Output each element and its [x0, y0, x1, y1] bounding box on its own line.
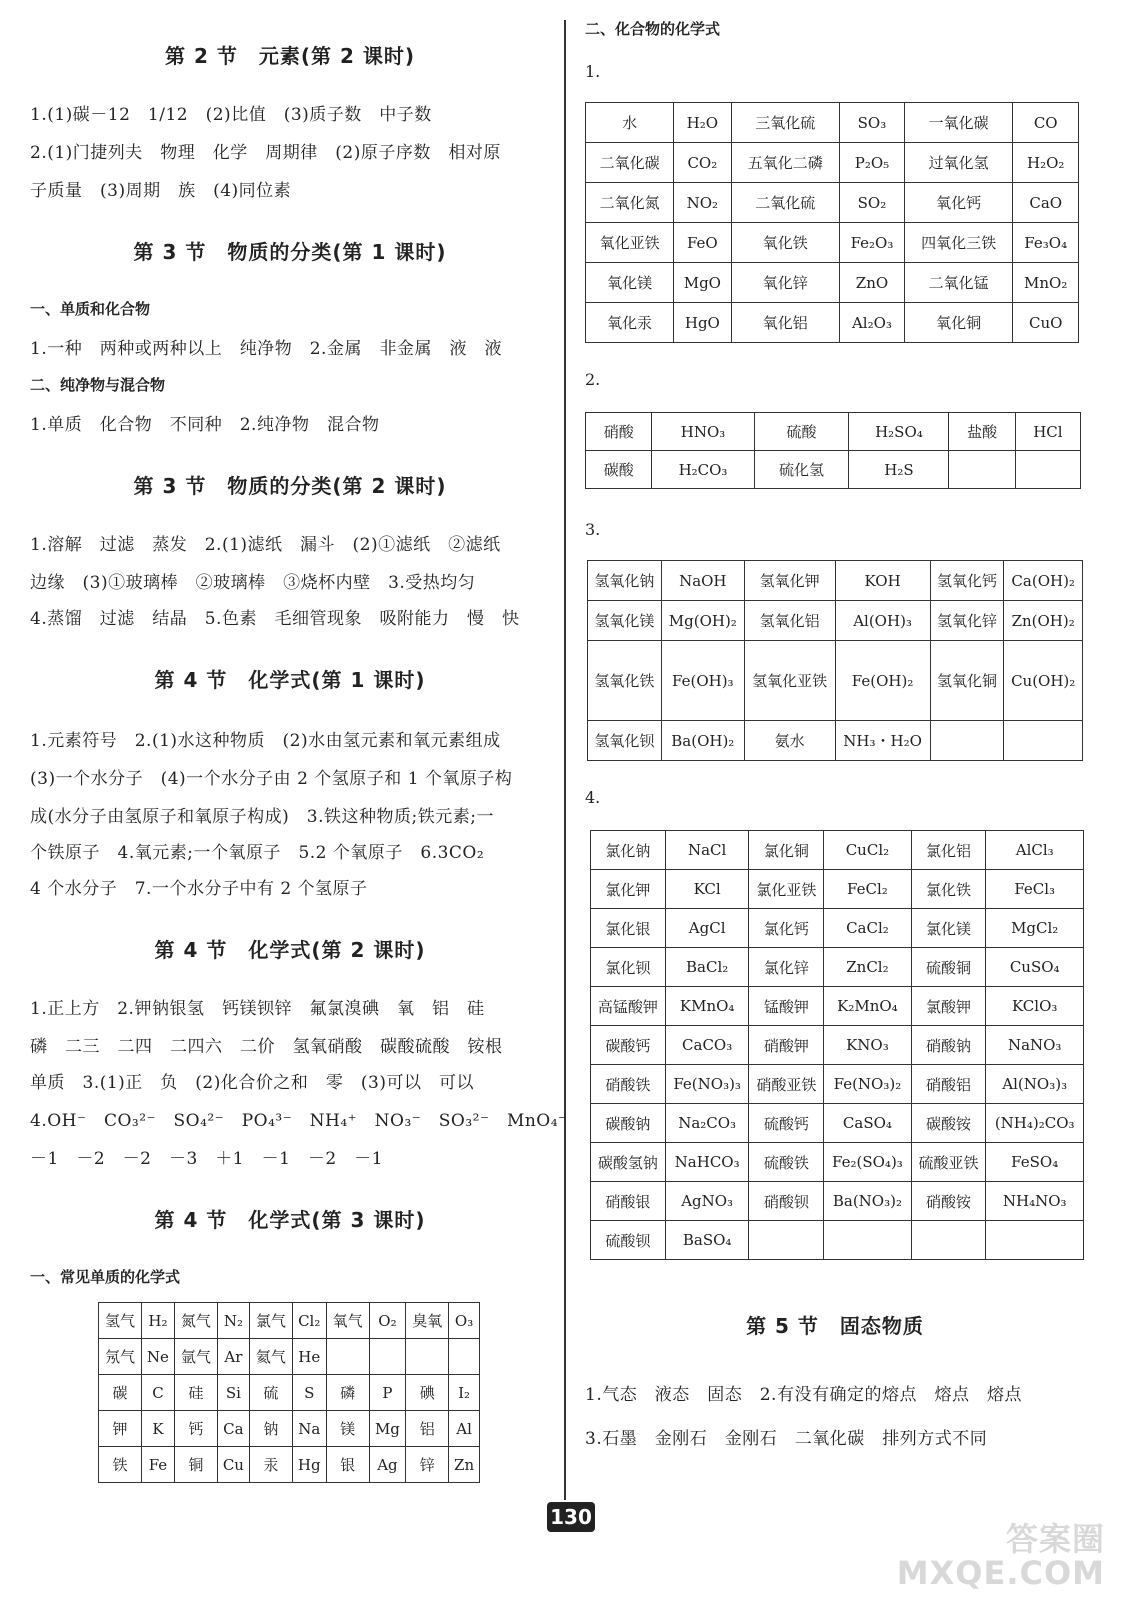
answer-line: 单质 3.(1)正 负 (2)化合价之和 零 (3)可以 可以 — [30, 1073, 474, 1093]
formula-cell: AlCl₃ — [986, 831, 1084, 870]
name-cell: 氧气 — [326, 1303, 369, 1339]
name-cell: 硝酸银 — [591, 1182, 666, 1221]
name-cell: 氢氧化铁 — [588, 641, 662, 721]
name-cell: 氢氧化锌 — [930, 601, 1004, 641]
table-row — [586, 143, 1079, 183]
name-cell: 碳酸铵 — [911, 1104, 986, 1143]
name-cell: 氖气 — [99, 1339, 142, 1375]
formula-cell: CaCl₂ — [824, 909, 911, 948]
name-cell: 硫酸 — [754, 413, 849, 451]
name-cell: 过氧化氢 — [904, 143, 1013, 183]
name-cell: 三氧化硫 — [731, 103, 840, 143]
answer-line: 4.蒸馏 过滤 结晶 5.色素 毛细管现象 吸附能力 慢 快 — [30, 609, 520, 629]
formula-cell: CuCl₂ — [824, 831, 911, 870]
name-cell: 镁 — [326, 1411, 369, 1447]
table-row — [99, 1375, 480, 1411]
name-cell: 氢氧化钡 — [588, 721, 662, 761]
name-cell: 钙 — [174, 1411, 217, 1447]
subsection-title: 二、化合物的化学式 — [585, 20, 721, 38]
formula-cell: SO₃ — [840, 103, 905, 143]
formula-cell: I₂ — [449, 1375, 480, 1411]
formula-cell: O₂ — [369, 1303, 406, 1339]
name-cell: 硝酸 — [586, 413, 652, 451]
name-cell: 氢氧化钠 — [588, 561, 662, 601]
name-cell: 氮气 — [174, 1303, 217, 1339]
name-cell: 氢氧化钙 — [930, 561, 1004, 601]
name-cell: 氨水 — [744, 721, 835, 761]
name-cell — [911, 1221, 986, 1260]
formula-cell — [824, 1221, 911, 1260]
formula-cell — [369, 1339, 406, 1375]
formula-cell: Fe₂(SO₄)₃ — [824, 1143, 911, 1182]
table-row — [586, 451, 1081, 489]
formula-cell: HNO₃ — [652, 413, 754, 451]
name-cell: 氦气 — [249, 1339, 292, 1375]
name-cell: 硫酸钙 — [749, 1104, 824, 1143]
formula-cell: H₂S — [849, 451, 949, 489]
formula-cell: Al₂O₃ — [840, 303, 905, 343]
name-cell: 氯化钡 — [591, 948, 666, 987]
name-cell: 锰酸钾 — [749, 987, 824, 1026]
formula-cell: Ba(NO₃)₂ — [824, 1182, 911, 1221]
formula-cell: NO₂ — [674, 183, 731, 223]
name-cell: 氧化钙 — [904, 183, 1013, 223]
table-row — [591, 948, 1084, 987]
formula-cell: Cu(OH)₂ — [1004, 641, 1083, 721]
table-row — [588, 561, 1083, 601]
answer-line: 成(水分子由氢原子和氧原子构成) 3.铁这种物质;铁元素;一 — [30, 807, 494, 827]
acids-table — [585, 412, 1081, 489]
answer-line: 1.溶解 过滤 蒸发 2.(1)滤纸 漏斗 (2)①滤纸 ②滤纸 — [30, 535, 501, 555]
formula-cell: Al — [449, 1411, 480, 1447]
name-cell: 硅 — [174, 1375, 217, 1411]
formula-cell: BaCl₂ — [665, 948, 749, 987]
formula-cell: P₂O₅ — [840, 143, 905, 183]
formula-cell: HCl — [1015, 413, 1080, 451]
formula-cell: Cu — [217, 1447, 249, 1483]
name-cell: 氧化锌 — [731, 263, 840, 303]
formula-cell: ZnCl₂ — [824, 948, 911, 987]
name-cell — [749, 1221, 824, 1260]
table-row — [591, 1221, 1084, 1260]
name-cell: 氧化铜 — [904, 303, 1013, 343]
formula-cell: HgO — [674, 303, 731, 343]
formula-cell: CuO — [1013, 303, 1079, 343]
formula-cell: CuSO₄ — [986, 948, 1084, 987]
formula-cell: H₂SO₄ — [849, 413, 949, 451]
formula-cell: Ba(OH)₂ — [661, 721, 744, 761]
formula-cell: K₂MnO₄ — [824, 987, 911, 1026]
answer-line: 3.石墨 金刚石 金刚石 二氧化碳 排列方式不同 — [585, 1429, 988, 1449]
formula-cell: N₂ — [217, 1303, 249, 1339]
name-cell: 氯化钙 — [749, 909, 824, 948]
formula-cell — [986, 1221, 1084, 1260]
table-row — [591, 831, 1084, 870]
name-cell: 氯化铁 — [911, 870, 986, 909]
answer-line: 4 个水分子 7.一个水分子中有 2 个氢原子 — [30, 879, 368, 899]
formula-cell: Al(NO₃)₃ — [986, 1065, 1084, 1104]
name-cell: 二氧化碳 — [586, 143, 674, 183]
name-cell: 氢氧化钾 — [744, 561, 835, 601]
formula-cell: FeO — [674, 223, 731, 263]
formula-cell: NaOH — [661, 561, 744, 601]
formula-cell: Zn — [449, 1447, 480, 1483]
formula-cell: KOH — [835, 561, 930, 601]
page-number: 130 — [547, 1502, 595, 1532]
formula-cell: KClO₃ — [986, 987, 1084, 1026]
item-number: 3. — [585, 520, 601, 539]
name-cell: 银 — [326, 1447, 369, 1483]
formula-cell: S — [292, 1375, 326, 1411]
name-cell: 高锰酸钾 — [591, 987, 666, 1026]
table-row — [588, 601, 1083, 641]
name-cell: 硝酸铵 — [911, 1182, 986, 1221]
name-cell: 盐酸 — [949, 413, 1015, 451]
table-row — [586, 103, 1079, 143]
name-cell: 氧化铝 — [731, 303, 840, 343]
name-cell: 氢氧化镁 — [588, 601, 662, 641]
formula-cell: Cl₂ — [292, 1303, 326, 1339]
answer-line: 1.正上方 2.钾钠银氢 钙镁钡锌 氟氯溴碘 氧 铝 硅 — [30, 999, 485, 1019]
answer-line: 边缘 (3)①玻璃棒 ②玻璃棒 ③烧杯内壁 3.受热均匀 — [30, 573, 476, 593]
name-cell: 硝酸钠 — [911, 1026, 986, 1065]
table-row — [99, 1447, 480, 1483]
formula-cell: MgO — [674, 263, 731, 303]
name-cell: 臭氧 — [406, 1303, 449, 1339]
name-cell: 氯化亚铁 — [749, 870, 824, 909]
name-cell: 二氧化锰 — [904, 263, 1013, 303]
answer-line: 子质量 (3)周期 族 (4)同位素 — [30, 181, 292, 201]
name-cell: 氧化铁 — [731, 223, 840, 263]
formula-cell: Mg — [369, 1411, 406, 1447]
watermark-url: MXQE.COM — [896, 1554, 1105, 1592]
name-cell: 锌 — [406, 1447, 449, 1483]
name-cell: 铝 — [406, 1411, 449, 1447]
name-cell: 氯化铝 — [911, 831, 986, 870]
formula-cell: FeCl₂ — [824, 870, 911, 909]
formula-cell: H₂ — [141, 1303, 174, 1339]
name-cell: 铁 — [99, 1447, 142, 1483]
formula-cell: Fe — [141, 1447, 174, 1483]
formula-cell — [1015, 451, 1080, 489]
name-cell: 氢氧化铜 — [930, 641, 1004, 721]
table-row — [591, 870, 1084, 909]
name-cell — [930, 721, 1004, 761]
formula-cell: (NH₄)₂CO₃ — [986, 1104, 1084, 1143]
name-cell: 碳酸钠 — [591, 1104, 666, 1143]
answer-line: 个铁原子 4.氧元素;一个氧原子 5.2 个氧原子 6.3CO₂ — [30, 843, 485, 863]
formula-cell: H₂CO₃ — [652, 451, 754, 489]
name-cell: 氩气 — [174, 1339, 217, 1375]
table-row — [588, 721, 1083, 761]
formula-cell: Na₂CO₃ — [665, 1104, 749, 1143]
table-row — [591, 1143, 1084, 1182]
formula-cell: KCl — [665, 870, 749, 909]
formula-cell: C — [141, 1375, 174, 1411]
item-number: 4. — [585, 788, 601, 807]
name-cell: 钠 — [249, 1411, 292, 1447]
formula-cell: AgCl — [665, 909, 749, 948]
name-cell: 硫酸铜 — [911, 948, 986, 987]
formula-cell: O₃ — [449, 1303, 480, 1339]
formula-cell: Fe₂O₃ — [840, 223, 905, 263]
name-cell: 氯化钾 — [591, 870, 666, 909]
table-row — [586, 303, 1079, 343]
answer-line: 1.元素符号 2.(1)水这种物质 (2)水由氢元素和氧元素组成 — [30, 731, 501, 751]
name-cell: 四氧化三铁 — [904, 223, 1013, 263]
name-cell: 氯化钠 — [591, 831, 666, 870]
name-cell: 硝酸铝 — [911, 1065, 986, 1104]
formula-cell: K — [141, 1411, 174, 1447]
table-row — [591, 1104, 1084, 1143]
subsection-title: 二、纯净物与混合物 — [30, 376, 166, 394]
name-cell: 五氧化二磷 — [731, 143, 840, 183]
formula-cell: Fe(OH)₂ — [835, 641, 930, 721]
formula-cell: Ne — [141, 1339, 174, 1375]
formula-cell: P — [369, 1375, 406, 1411]
name-cell: 氯化银 — [591, 909, 666, 948]
formula-cell: ZnO — [840, 263, 905, 303]
name-cell — [406, 1339, 449, 1375]
section-title: 第 3 节 物质的分类(第 2 课时) — [133, 474, 447, 498]
table-row — [591, 1182, 1084, 1221]
section-title: 第 4 节 化学式(第 3 课时) — [154, 1208, 426, 1232]
name-cell: 氯气 — [249, 1303, 292, 1339]
table-row — [591, 987, 1084, 1026]
answer-line: 1.(1)碳－12 1/12 (2)比值 (3)质子数 中子数 — [30, 105, 432, 125]
name-cell: 氢氧化亚铁 — [744, 641, 835, 721]
answer-line: 磷 二三 二四 二四六 二价 氢氧硝酸 碳酸硫酸 铵根 — [30, 1037, 503, 1057]
name-cell: 硝酸钡 — [749, 1182, 824, 1221]
answer-line: 1.气态 液态 固态 2.有没有确定的熔点 熔点 熔点 — [585, 1385, 1022, 1405]
subsection-title: 一、单质和化合物 — [30, 300, 151, 318]
name-cell: 二氧化硫 — [731, 183, 840, 223]
answer-line: (3)一个水分子 (4)一个水分子由 2 个氢原子和 1 个氧原子构 — [30, 769, 513, 789]
name-cell — [949, 451, 1015, 489]
formula-cell: FeCl₃ — [986, 870, 1084, 909]
formula-cell: NH₃・H₂O — [835, 721, 930, 761]
watermark-text: 答案圈 — [1005, 1520, 1105, 1558]
name-cell: 水 — [586, 103, 674, 143]
name-cell: 硫化氢 — [754, 451, 849, 489]
name-cell: 磷 — [326, 1375, 369, 1411]
formula-cell: Ca — [217, 1411, 249, 1447]
formula-cell: Fe(NO₃)₃ — [665, 1065, 749, 1104]
formula-cell: FeSO₄ — [986, 1143, 1084, 1182]
formula-cell — [1004, 721, 1083, 761]
name-cell: 碘 — [406, 1375, 449, 1411]
formula-cell: MnO₂ — [1013, 263, 1079, 303]
formula-cell: KNO₃ — [824, 1026, 911, 1065]
name-cell: 氯化锌 — [749, 948, 824, 987]
formula-cell: KMnO₄ — [665, 987, 749, 1026]
table-row — [588, 641, 1083, 721]
formula-cell — [449, 1339, 480, 1375]
formula-cell: Zn(OH)₂ — [1004, 601, 1083, 641]
name-cell: 氯酸钾 — [911, 987, 986, 1026]
watermark-logo — [897, 1522, 1105, 1590]
name-cell: 钾 — [99, 1411, 142, 1447]
name-cell: 硝酸亚铁 — [749, 1065, 824, 1104]
formula-cell: Fe(OH)₃ — [661, 641, 744, 721]
table-row — [586, 413, 1081, 451]
formula-cell: Ca(OH)₂ — [1004, 561, 1083, 601]
formula-cell: H₂O — [674, 103, 731, 143]
formula-cell: Ag — [369, 1447, 406, 1483]
formula-cell: AgNO₃ — [665, 1182, 749, 1221]
answer-line: 1.一种 两种或两种以上 纯净物 2.金属 非金属 液 液 — [30, 339, 502, 359]
formula-cell: NH₄NO₃ — [986, 1182, 1084, 1221]
item-number: 2. — [585, 370, 601, 389]
column-divider — [564, 20, 566, 1500]
formula-cell: CO — [1013, 103, 1079, 143]
formula-cell: Al(OH)₃ — [835, 601, 930, 641]
table-row — [99, 1339, 480, 1375]
formula-cell: Ar — [217, 1339, 249, 1375]
name-cell: 氧化镁 — [586, 263, 674, 303]
answer-line: 1.单质 化合物 不同种 2.纯净物 混合物 — [30, 415, 380, 435]
name-cell: 碳酸氢钠 — [591, 1143, 666, 1182]
table-row — [591, 1026, 1084, 1065]
name-cell: 氧化汞 — [586, 303, 674, 343]
formula-cell: MgCl₂ — [986, 909, 1084, 948]
name-cell: 一氧化碳 — [904, 103, 1013, 143]
subsection-title: 一、常见单质的化学式 — [30, 1268, 181, 1286]
table-row — [99, 1411, 480, 1447]
table-row — [99, 1303, 480, 1339]
formula-cell: NaCl — [665, 831, 749, 870]
answer-line: 2.(1)门捷列夫 物理 化学 周期律 (2)原子序数 相对原 — [30, 143, 501, 163]
name-cell: 碳酸 — [586, 451, 652, 489]
formula-cell: Na — [292, 1411, 326, 1447]
formula-cell: CaCO₃ — [665, 1026, 749, 1065]
name-cell: 硝酸钾 — [749, 1026, 824, 1065]
table-row — [591, 909, 1084, 948]
formula-cell: Fe(NO₃)₂ — [824, 1065, 911, 1104]
formula-cell: NaHCO₃ — [665, 1143, 749, 1182]
formula-cell: BaSO₄ — [665, 1221, 749, 1260]
elements-table — [98, 1302, 480, 1483]
formula-cell: Hg — [292, 1447, 326, 1483]
answer-line: 4.OH⁻ CO₃²⁻ SO₄²⁻ PO₄³⁻ NH₄⁺ NO₃⁻ SO₃²⁻ MnO₄⁻ — [30, 1111, 568, 1131]
oxides-table — [585, 102, 1079, 343]
section-title: 第 3 节 物质的分类(第 1 课时) — [133, 240, 447, 264]
formula-cell: H₂O₂ — [1013, 143, 1079, 183]
name-cell: 氢氧化铝 — [744, 601, 835, 641]
answer-line: －1 －2 －2 －3 ＋1 －1 －2 －1 — [30, 1149, 384, 1169]
bases-table — [587, 560, 1083, 761]
section-title: 第 4 节 化学式(第 1 课时) — [154, 668, 426, 692]
name-cell — [326, 1339, 369, 1375]
item-number: 1. — [585, 62, 601, 81]
formula-cell: He — [292, 1339, 326, 1375]
formula-cell: Fe₃O₄ — [1013, 223, 1079, 263]
name-cell: 硫酸钡 — [591, 1221, 666, 1260]
name-cell: 铜 — [174, 1447, 217, 1483]
salts-table — [590, 830, 1084, 1260]
name-cell: 碳 — [99, 1375, 142, 1411]
section-title: 第 2 节 元素(第 2 课时) — [165, 44, 415, 68]
table-row — [586, 223, 1079, 263]
name-cell: 碳酸钙 — [591, 1026, 666, 1065]
name-cell: 氧化亚铁 — [586, 223, 674, 263]
formula-cell: Mg(OH)₂ — [661, 601, 744, 641]
formula-cell: CO₂ — [674, 143, 731, 183]
name-cell: 硫酸铁 — [749, 1143, 824, 1182]
table-row — [591, 1065, 1084, 1104]
name-cell: 硝酸铁 — [591, 1065, 666, 1104]
formula-cell: CaSO₄ — [824, 1104, 911, 1143]
section-title: 第 4 节 化学式(第 2 课时) — [154, 938, 426, 962]
name-cell: 氢气 — [99, 1303, 142, 1339]
name-cell: 氯化铜 — [749, 831, 824, 870]
table-row — [586, 183, 1079, 223]
name-cell: 二氧化氮 — [586, 183, 674, 223]
name-cell: 硫 — [249, 1375, 292, 1411]
name-cell: 硫酸亚铁 — [911, 1143, 986, 1182]
section-title: 第 5 节 固态物质 — [746, 1314, 924, 1338]
table-row — [586, 263, 1079, 303]
formula-cell: Si — [217, 1375, 249, 1411]
name-cell: 氯化镁 — [911, 909, 986, 948]
formula-cell: CaO — [1013, 183, 1079, 223]
name-cell: 汞 — [249, 1447, 292, 1483]
formula-cell: SO₂ — [840, 183, 905, 223]
formula-cell: NaNO₃ — [986, 1026, 1084, 1065]
